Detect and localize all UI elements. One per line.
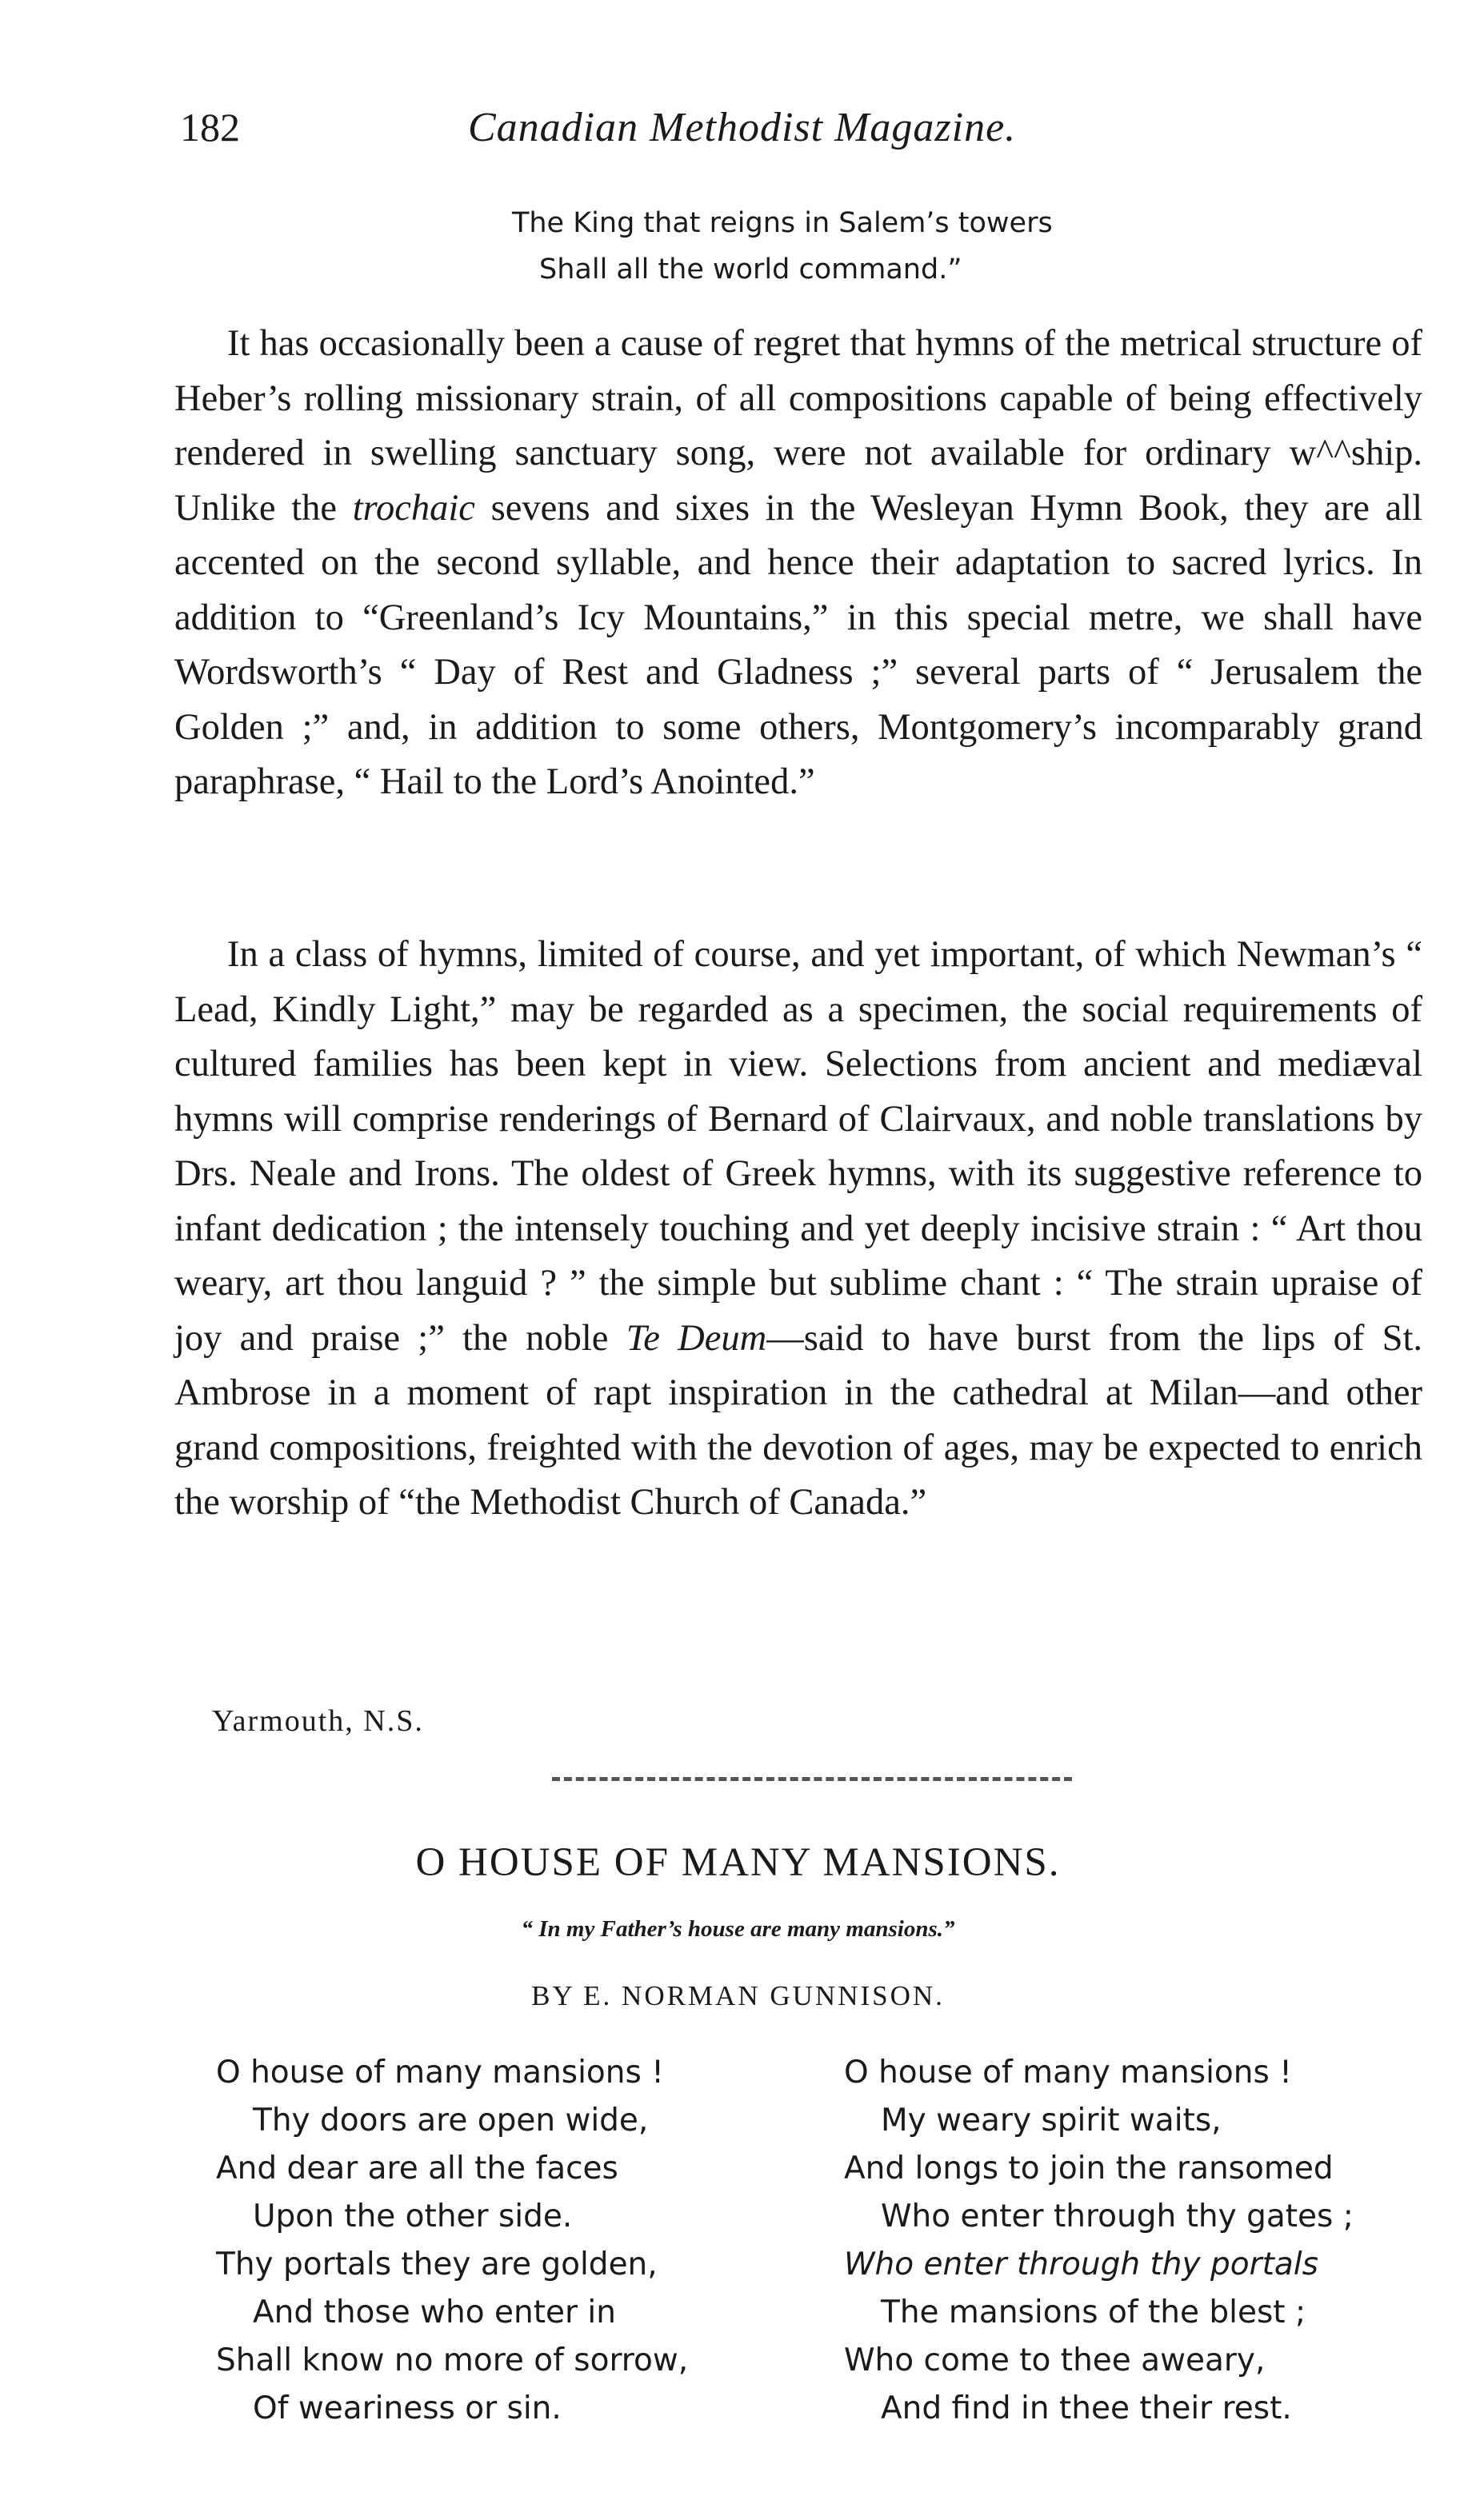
place-signature: Yarmouth, N.S. bbox=[212, 1704, 424, 1738]
paragraph-text: In a class of hymns, limited of course, and yet important, of which Newman’s “ Lead, Kindly Light,” may be regarded as a specimen, the social requirements of cultured families has been kept in view. Selections from ancient and mediæval hymns will comprise renderings of Bernard of Clairvaux, and noble translations by Drs. Neale and Irons. The oldest of Greek hymns, with its suggestive reference to infant dedication ; the intensely touching and yet deeply incisive strain : “ Art thou weary, art thou languid ? ” the simple but sublime chant : “ The strain upraise of joy and praise ;” the noble bbox=[174, 934, 1422, 1359]
garbled-glyphs: ^^ bbox=[1316, 433, 1351, 473]
quoted-verse-line: Shall all the world command.” bbox=[539, 254, 962, 286]
paragraph-text: ship. Unlike the bbox=[174, 433, 1422, 529]
page-number: 182 bbox=[180, 105, 240, 150]
journal-title: Canadian Methodist Magazine. bbox=[468, 105, 1017, 150]
poem-line: And longs to join the ransomed bbox=[844, 2151, 1334, 2187]
italic-term: trochaic bbox=[352, 487, 475, 529]
poem-line: Who come to thee aweary, bbox=[844, 2342, 1266, 2378]
article-paragraph bbox=[174, 317, 1422, 810]
running-head bbox=[180, 104, 1428, 160]
section-divider bbox=[552, 1777, 1072, 1781]
quoted-verse bbox=[512, 200, 1053, 293]
poem-line: Of weariness or sin. bbox=[253, 2390, 562, 2426]
italic-term: Te Deum bbox=[626, 1317, 767, 1359]
poem-line: Thy doors are open wide, bbox=[253, 2103, 649, 2139]
poem-line: My weary spirit waits, bbox=[881, 2103, 1222, 2139]
poem-line: Who enter through thy gates ; bbox=[881, 2199, 1354, 2234]
poem-line: Upon the other side. bbox=[253, 2199, 573, 2234]
poem-line: Who enter through thy portals bbox=[844, 2246, 1318, 2282]
poem-byline: BY E. NORMAN GUNNISON. bbox=[531, 1980, 945, 2011]
article-paragraph bbox=[174, 928, 1422, 1531]
poem-line: Thy portals they are golden, bbox=[216, 2246, 658, 2282]
poem-title: O HOUSE OF MANY MANSIONS. bbox=[415, 1840, 1061, 1885]
poem-stanza-left bbox=[216, 2049, 688, 2433]
paragraph-text: —said to have burst from the lips of St. Ambrose in a moment of rapt inspiration in the cathedral at Milan—and other grand compositions, freighted with the devotion of ages, may be expected to enrich the worship of “the Methodist Church of Canada.” bbox=[174, 1317, 1422, 1523]
paragraph-text: sevens and sixes in the Wesleyan Hymn Book, they are all accented on the second syllable, and hence their adaptation to sacred lyrics. In addition to “Greenland’s Icy Mountains,” in this special metre, we shall have Wordsworth’s “ Day of Rest and Gladness ;” several parts of “ Jerusalem the Golden ;” and, in addition to some others, Montgomery’s incomparably grand paraphrase, “ Hail to the Lord’s Anointed.” bbox=[174, 487, 1423, 802]
poem-line: O house of many mansions ! bbox=[216, 2055, 664, 2091]
poem-line: The mansions of the blest ; bbox=[881, 2294, 1306, 2330]
quoted-verse-line: The King that reigns in Salem’s towers bbox=[512, 207, 1053, 239]
poem-line: And dear are all the faces bbox=[216, 2151, 618, 2187]
poem-line: And find in thee their rest. bbox=[881, 2390, 1292, 2426]
paragraph-text: It has occasionally been a cause of regret that hymns of the metrical structure of Heber’s rolling missionary strain, of all compositions capable of being effectively rendered in swelling sanctuary song, were not available for ordinary w bbox=[174, 323, 1422, 473]
poem-line: Shall know no more of sorrow, bbox=[216, 2342, 689, 2378]
poem-line: And those who enter in bbox=[253, 2294, 616, 2330]
poem-epigraph: “ In my Father’s house are many mansions.” bbox=[521, 1916, 955, 1942]
poem-stanza-right bbox=[844, 2049, 1354, 2433]
poem-line: O house of many mansions ! bbox=[844, 2055, 1292, 2091]
